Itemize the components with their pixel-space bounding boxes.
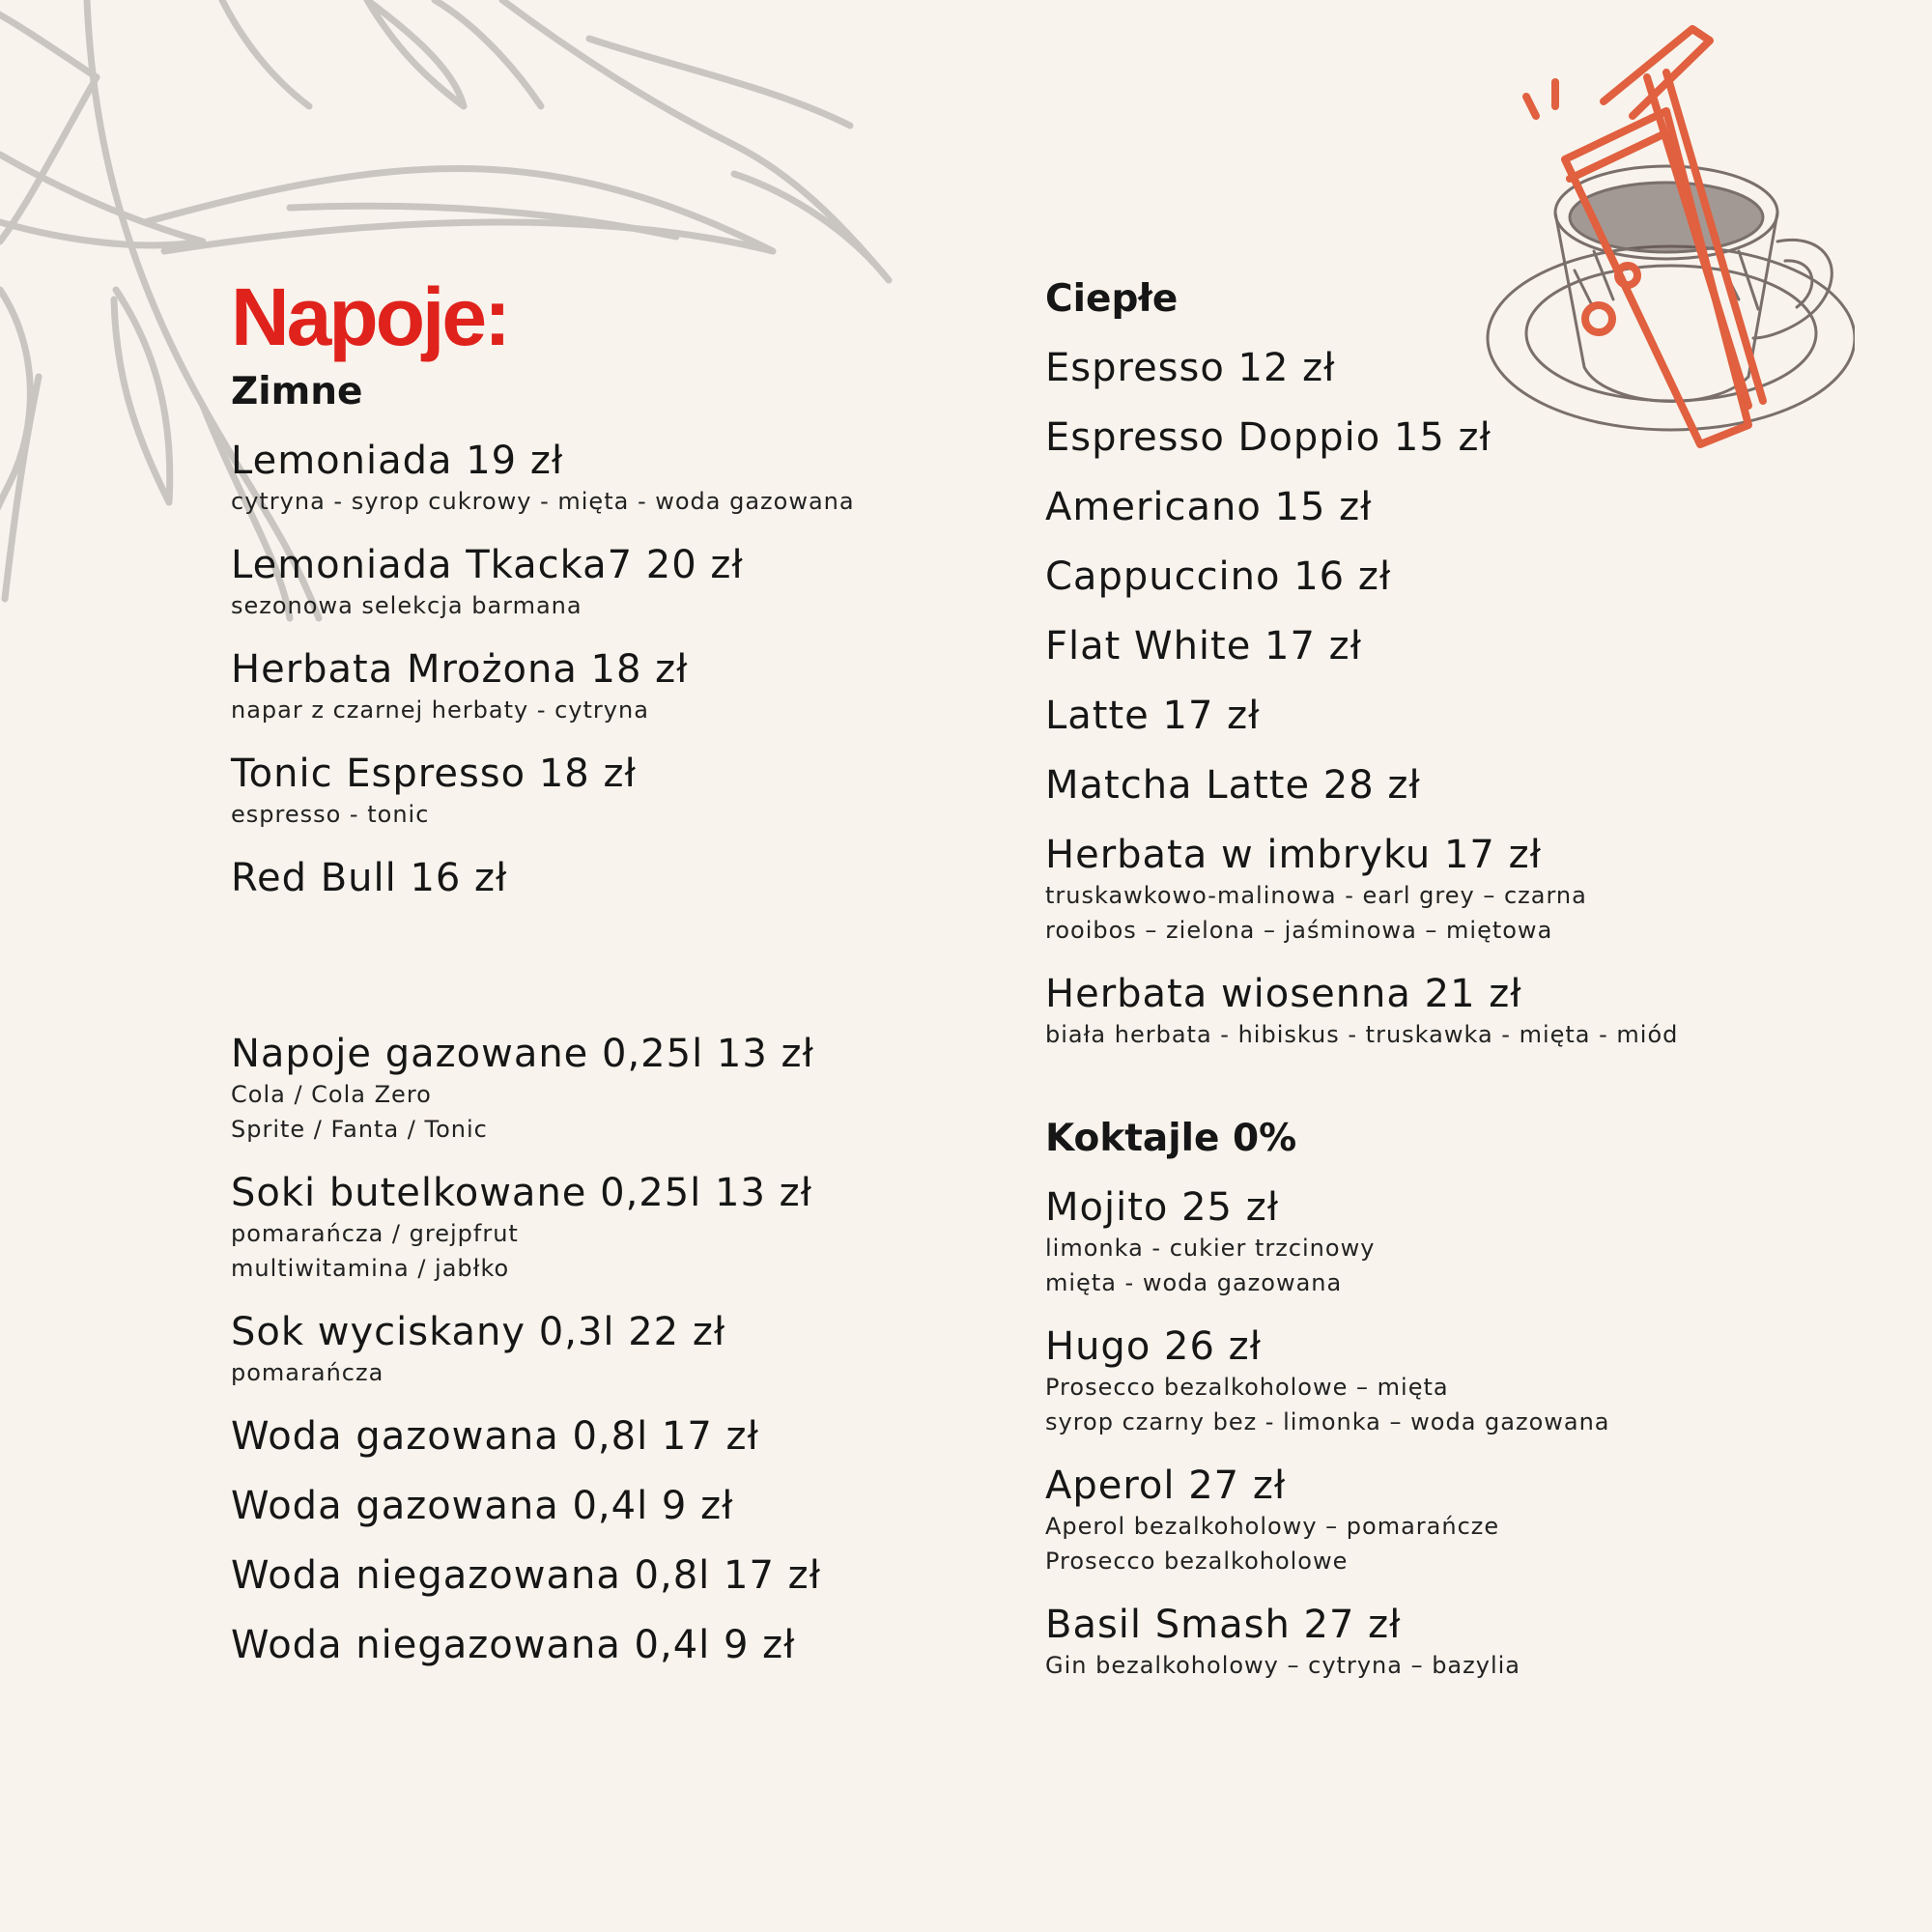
menu-item-description: syrop czarny bez - limonka – woda gazowana — [1045, 1408, 1610, 1435]
menu-item-name: Woda niegazowana 0,8l 17 zł — [231, 1553, 821, 1598]
section-heading-cold: Zimne — [231, 370, 363, 413]
menu-item-name: Woda niegazowana 0,4l 9 zł — [231, 1623, 796, 1667]
bottled-drinks-list — [231, 1031, 926, 1668]
menu-item — [1045, 971, 1779, 1052]
menu-item-name: Herbata wiosenna 21 zł — [1045, 972, 1522, 1016]
menu-item — [231, 1483, 926, 1529]
menu-item-description: sezonowa selekcja barmana — [231, 592, 582, 619]
menu-item — [231, 1309, 926, 1390]
menu-item-name: Napoje gazowane 0,25l 13 zł — [231, 1032, 814, 1076]
menu-item — [1045, 345, 1779, 391]
menu-item — [1045, 1602, 1779, 1683]
section-heading-mocktails: Koktajle 0% — [1045, 1117, 1297, 1160]
menu-item — [1045, 1463, 1779, 1578]
menu-item — [231, 1552, 926, 1599]
menu-item-description: biała herbata - hibiskus - truskawka - mięta - miód — [1045, 1021, 1679, 1048]
menu-item — [231, 1031, 926, 1147]
menu-item-name: Woda gazowana 0,4l 9 zł — [231, 1484, 734, 1528]
menu-item-name: Herbata w imbryku 17 zł — [1045, 833, 1542, 877]
menu-item-description: Aperol bezalkoholowy – pomarańcze — [1045, 1513, 1500, 1540]
menu-item-description: Sprite / Fanta / Tonic — [231, 1116, 488, 1143]
menu-item-description: Cola / Cola Zero — [231, 1081, 432, 1108]
menu-item-name: Basil Smash 27 zł — [1045, 1603, 1402, 1647]
menu-item-description: napar z czarnej herbaty - cytryna — [231, 696, 649, 724]
menu-item-description: mięta - woda gazowana — [1045, 1269, 1343, 1296]
menu-item-description: Prosecco bezalkoholowe — [1045, 1548, 1349, 1575]
menu-item-name: Tonic Espresso 18 zł — [231, 752, 637, 796]
menu-item — [1045, 693, 1779, 739]
menu-item — [1045, 623, 1779, 669]
mocktails-list — [1045, 1184, 1779, 1683]
menu-item-description: espresso - tonic — [231, 801, 430, 828]
menu-item-description: Prosecco bezalkoholowe – mięta — [1045, 1374, 1449, 1401]
menu-item — [1045, 554, 1779, 600]
menu-item — [1045, 1184, 1779, 1300]
menu-item-name: Sok wyciskany 0,3l 22 zł — [231, 1310, 726, 1354]
menu-item — [231, 1413, 926, 1460]
menu-item-name: Flat White 17 zł — [1045, 624, 1363, 668]
menu-item-name: Aperol 27 zł — [1045, 1463, 1287, 1508]
menu-item — [1045, 414, 1779, 461]
menu-item — [231, 855, 926, 901]
menu-item-name: Espresso 12 zł — [1045, 346, 1336, 390]
menu-item — [1045, 484, 1779, 530]
menu-item-description: rooibos – zielona – jaśminowa – miętowa — [1045, 917, 1553, 944]
menu-item-name: Hugo 26 zł — [1045, 1324, 1262, 1369]
menu-item-name: Woda gazowana 0,8l 17 zł — [231, 1414, 759, 1459]
section-heading-hot: Ciepłe — [1045, 277, 1179, 321]
menu-item-name: Latte 17 zł — [1045, 694, 1261, 738]
menu-item-description: pomarańcza / grejpfrut — [231, 1220, 519, 1247]
menu-item — [1045, 832, 1779, 948]
menu-item-name: Matcha Latte 28 zł — [1045, 763, 1421, 808]
menu-item — [231, 646, 926, 727]
menu-item-name: Lemoniada 19 zł — [231, 439, 564, 483]
menu-item-name: Mojito 25 zł — [1045, 1185, 1280, 1230]
menu-item-name: Soki butelkowane 0,25l 13 zł — [231, 1171, 812, 1215]
menu-title: Napoje: — [231, 271, 509, 362]
menu-item — [231, 751, 926, 832]
menu-item-description: truskawkowo-malinowa - earl grey – czarna — [1045, 882, 1587, 909]
menu-left-column — [231, 271, 926, 1691]
menu-item-name: Red Bull 16 zł — [231, 856, 508, 900]
menu-item-name: Americano 15 zł — [1045, 485, 1373, 529]
menu-item-name: Herbata Mrożona 18 zł — [231, 647, 689, 692]
cold-drinks-list — [231, 438, 926, 901]
menu-item — [1045, 762, 1779, 809]
hot-drinks-list — [1045, 345, 1779, 1052]
menu-item — [231, 542, 926, 623]
menu-item — [231, 1622, 926, 1668]
menu-item — [231, 1170, 926, 1286]
menu-item-description: multiwitamina / jabłko — [231, 1255, 510, 1282]
menu-item — [231, 438, 926, 519]
menu-item-name: Espresso Doppio 15 zł — [1045, 415, 1492, 460]
menu-item-name: Cappuccino 16 zł — [1045, 554, 1392, 599]
menu-item-description: cytryna - syrop cukrowy - mięta - woda gazowana — [231, 488, 855, 515]
menu-item — [1045, 1323, 1779, 1439]
menu-item-description: Gin bezalkoholowy – cytryna – bazylia — [1045, 1652, 1520, 1679]
menu-right-column — [1045, 277, 1779, 1706]
menu-item-name: Lemoniada Tkacka7 20 zł — [231, 543, 744, 587]
menu-item-description: limonka - cukier trzcinowy — [1045, 1235, 1376, 1262]
menu-item-description: pomarańcza — [231, 1359, 384, 1386]
